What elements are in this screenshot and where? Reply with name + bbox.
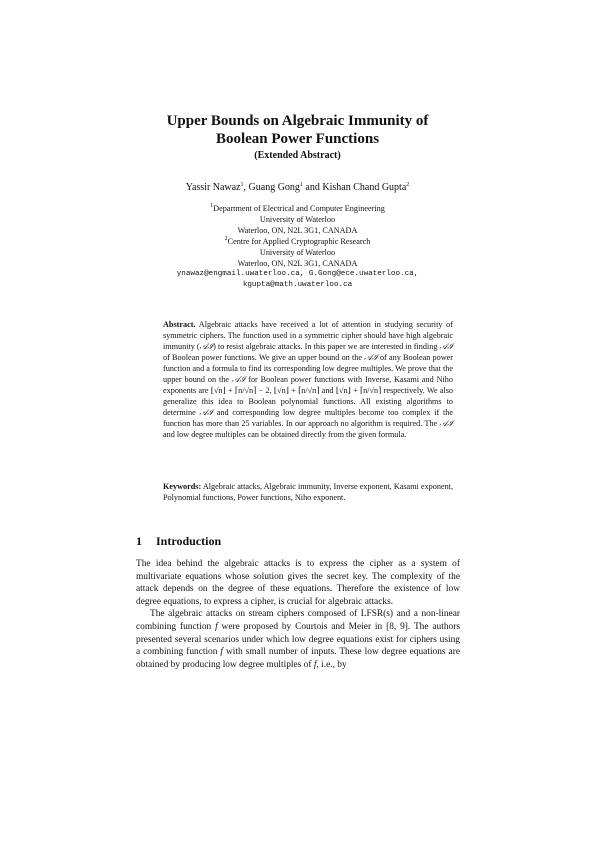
author-affil-mark: 1 — [299, 182, 303, 188]
abstract-label: Abstract. — [163, 320, 196, 329]
introduction-body — [136, 558, 460, 671]
math-f: f — [313, 659, 317, 670]
author-name: Guang Gong — [248, 182, 300, 193]
keywords-text: Algebraic attacks, Algebraic immunity, Inverse exponent, Kasami exponent, Polynomial functions, Power functions, Niho exponent. — [163, 482, 453, 502]
affiliation-univ: University of Waterloo — [259, 215, 336, 224]
author-separator: and — [302, 182, 323, 193]
section-heading — [136, 534, 221, 549]
ai-symbol: 𝒜ℐ — [199, 341, 214, 351]
keywords — [163, 481, 453, 503]
title-line-1: Upper Bounds on Algebraic Immunity of — [166, 113, 429, 129]
section-title: Introduction — [156, 534, 222, 548]
keywords-label: Keywords: — [163, 482, 202, 491]
paragraph: The idea behind the algebraic attacks is to express the cipher as a system of multivariate equations whose solution gives the secret key. The complexity of the attack depends on the degree of these equations. Therefore the existence of low degree equations, to express a cipher, is crucial for algebraic attacks. — [136, 559, 460, 607]
affiliation-dept: $^1$Department of Electrical and Computer Engineering — [210, 203, 385, 213]
ai-symbol: 𝒜ℐ — [439, 418, 453, 428]
author-affil-mark: 2 — [406, 182, 410, 188]
affiliation-centre: $^2$Centre for Applied Cryptographic Research — [224, 236, 371, 246]
abstract: Abstract. Algebraic attacks have received a lot of attention in studying security of symmetric ciphers. The function used in a symmetric cipher should have high algebraic immunity (𝒜ℐ) to resist algebraic attacks. In this paper we are interested in finding 𝒜ℐ of Boolean power functions. We give an upper bound on the 𝒜ℐ of any Boolean power function and a formula to find its corresponding low degree multiples. We prove that the upper bound on the 𝒜ℐ for Boolean power functions with Inverse, Kasami and Niho exponents are ⌊√n⌋ + ⌈n/√n⌉ − 2, ⌊√n⌋ + ⌈n/√n⌉ and ⌊√n⌋ + ⌈n/√n⌉ respectively. We also generalize this idea to Boolean polynomial functions. All existing algorithms to determine 𝒜ℐ and corresponding low degree multiples become too complex if the function has more than 25 variables. In our approach no algorithm is required. The 𝒜ℐ and low degree multiples can be obtained directly from the given formula. — [163, 320, 454, 439]
ai-symbol: 𝒜ℐ — [364, 352, 378, 362]
author-name: Kishan Chand Gupta — [322, 182, 407, 193]
author-list — [0, 182, 595, 193]
affiliations — [0, 203, 595, 291]
author-emails: ynawaz@engmail.uwaterloo.ca, G.Gong@ece.uwaterloo.ca, — [176, 270, 419, 278]
ai-symbol: 𝒜ℐ — [439, 341, 454, 351]
math-f: f — [215, 621, 218, 632]
section-number: 1 — [136, 534, 142, 548]
author-emails: kgupta@math.uwaterloo.ca — [242, 281, 353, 289]
affiliation-address: Waterloo, ON, N2L 3G1, CANADA — [237, 259, 358, 268]
ai-symbol: 𝒜ℐ — [231, 374, 246, 384]
paper-subtitle: (Extended Abstract) — [254, 150, 341, 161]
math-f: f — [220, 647, 224, 658]
title-line-2: Boolean Power Functions — [215, 131, 380, 147]
affiliation-address: Waterloo, ON, N2L 3G1, CANADA — [237, 226, 358, 235]
paragraph: The algebraic attacks on stream ciphers composed of LFSR(s) and a non-linear combining function f were proposed by Courtois and Meier in [8, 9]. The authors presented several scenarios under which low degree equations exist for ciphers using a combining function f with small number of inputs. These low degree equations are obtained by producing low degree multiples of f, i.e., by — [136, 609, 460, 670]
ai-symbol: 𝒜ℐ — [199, 407, 213, 417]
paper-title — [0, 112, 595, 148]
author-separator: , — [243, 182, 249, 193]
author-affil-mark: 1 — [240, 182, 244, 188]
formula-niho: ⌊√n⌋ + ⌈n/√n⌉ — [335, 386, 382, 395]
affiliation-univ: University of Waterloo — [259, 248, 336, 257]
author-name: Yassir Nawaz — [185, 182, 241, 193]
formula-inverse: ⌊√n⌋ + ⌈n/√n⌉ − 2 — [210, 386, 270, 395]
formula-kasami: ⌊√n⌋ + ⌈n/√n⌉ — [273, 386, 320, 395]
